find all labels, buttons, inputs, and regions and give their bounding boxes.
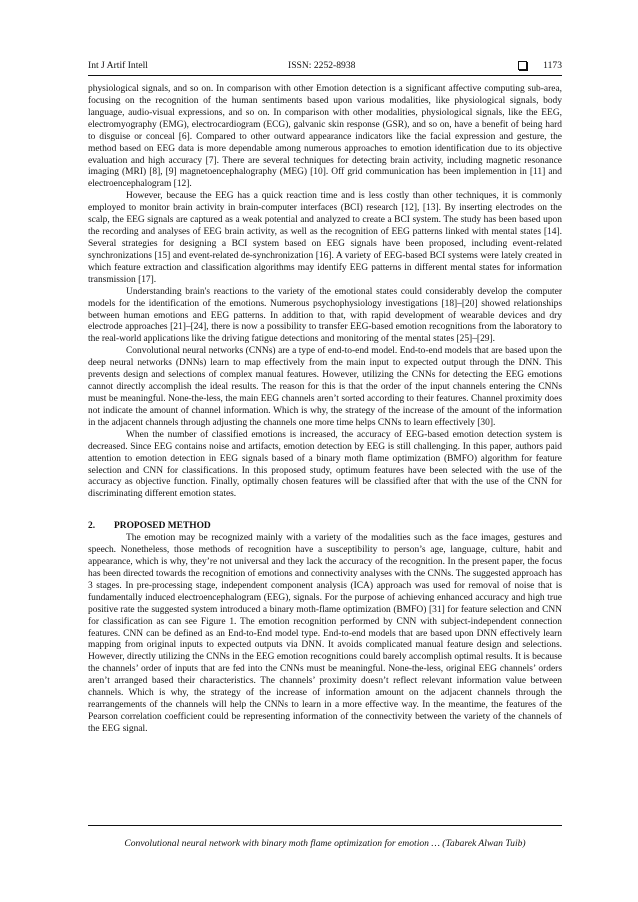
section-heading — [88, 521, 562, 533]
header-rule — [88, 75, 562, 76]
checkbox-square-icon — [518, 61, 527, 70]
paragraph-3: Understanding brain's reactions to the variety of the emotional states could considerably develop the computer models for the identification of the emotions. Numerous psychophysiology investigations [18]–[20] showed relationships between human emotions and EEG patterns. In addition to that, with rapid development of wearable devices and dry electrode approaches [21]–[24], there is now a possibility to transfer EEG-based emotion recognitions from the laboratory to the real-world applications like the driving fatigue detections and monitoring of the mental states [25]–[29]. — [88, 286, 562, 345]
article-body — [88, 84, 562, 736]
footer-rule — [88, 825, 562, 826]
running-header — [88, 60, 562, 74]
section-number: 2. — [88, 521, 96, 532]
paragraph-4: Convolutional neural networks (CNNs) are a type of end-to-end model. End-to-end models that are based upon the deep neural networks (DNNs) learn to map effectively from the main input to expected output through the DNN. This prevents design and selections of complex manual features. However, utilizing the CNNs for detecting the EEG emotions cannot directly accomplish the ideal results. The reason for this is that the order of the input channels entering the CNNs must be meaningful. None-the-less, the main EEG channels aren’t sorted according to their features. Channel proximity does not indicate the amount of channel information. Which is why, the strategy of the increase of the amount of the information in the adjacent channels through adjusting the channels one more time helps CNNs to learn effectively [30]. — [88, 346, 562, 428]
paragraph-1: physiological signals, and so on. In comparison with other Emotion detection is a significant affective computing sub-area, focusing on the recognition of the human sentiments based upon various modalities, like physiological signals, body language, audio-visual expressions, and so on. In comparison with other modalities, physiological signals, like the EEG, electromyography (EMG), electrocardiogram (ECG), galvanic skin response (GSR), and so on, have a benefit of being hard to disguise or conceal [6]. Compared to other outward appearance indicators like the facial expression and gesture, the method based on EEG data is more dependable among numerous approaches to emotion identification due to its objective evaluation and high accuracy [7]. There are several techniques for detecting brain activity, including magnetic resonance imaging (MRI) [8], [9] magnetoencephalography (MEG) [10]. Off grid communication has been implemention in [11] and electroencephalogram [12]. — [88, 84, 562, 190]
paragraph-5: When the number of classified emotions is increased, the accuracy of EEG-based emotion detection system is decreased. Since EEG contains noise and artifacts, emotion detection by EEG is still challenging. In this paper, authors paid attention to emotion detection in EEG signals based of a binary moth flame optimization (BMFO) algorithm for feature selection and CNN for classifications. In this proposed study, optimum features have been selected with the use of the accuracy as objective function. Finally, optimally chosen features will be classified after that with the use of the CNN for discriminating different emotion states. — [88, 429, 562, 500]
section-title: PROPOSED METHOD — [114, 521, 211, 532]
running-footer: Convolutional neural network with binary moth flame optimization for emotion … (Tabarek Alwan Tuib) — [124, 838, 526, 849]
issn-label: ISSN: 2252-8938 — [288, 60, 356, 71]
journal-name: Int J Artif Intell — [88, 60, 148, 71]
section-paragraph: The emotion may be recognized mainly with a variety of the modalities such as the face images, gestures and speech. Nonetheless, those methods of recognition have a susceptibility to person’s age, language, culture, habit and appearance, which is why, they’re not universal and they lack the accuracy of the recognition. In the present paper, the focus has been directed towards the recognition of emotions and connectivity analyses with the CNNs. The suggested approach has 3 stages. In pre-processing stage, independent component analysis (ICA) approach was used for removal of noise that is fundamentally induced electroencephalogram (EEG), signals. For the purpose of achieving enhanced accuracy and high true positive rate the suggested system introduced a binary moth-flame optimization (BMFO) [31] for feature selection and CNN for classification as can see Figure 1. The emotion recognition performed by CNN with subject-independent connection features. CNN can be defined as an End-to-End model type. End-to-end models that are based upon DNN effectively learn mapping from original inputs to expected outputs via DNN. It avoids complicated manual feature design and selections. However, directly utilizing the CNNs in the EEG emotion recognitions could barely accomplish optimal results. It is because the channels’ order of inputs that are fed into the CNNs must be meaningful. None-the-less, original EEG channels’ orders aren’t arranged based their characteristics. The channels’ proximity doesn’t reflect relevant information value between channels. Which is why, the strategy of the increase of information amount on the adjacent channels through the rearrangements of the channels will help the CNNs to learn in a more effective way. In the meantime, the features of the Pearson correlation coefficient could be representing information of the connectivity between the variety of the channels of the EEG signal. — [88, 533, 562, 734]
page-number: 1173 — [543, 60, 562, 71]
paragraph-2: However, because the EEG has a quick reaction time and is less costly than other techniques, it is commonly employed to monitor brain activity in brain-computer interfaces (BCI) research [12], [13]. By inserting electrodes on the scalp, the EEG signals are captured as a weak potential and analyzed to create a BCI system. The study has been based upon the recording and analyses of EEG brain activity, as well as the recognition of EEG patterns linked with mental states [14]. Several strategies for designing a BCI system based on EEG signals have been proposed, including event-related synchronizations [15] and event-related de-synchronization [16]. A variety of EEG-based BCI systems were lately created in which feature extraction and classification algorithms may identify EEG patterns in different mental states for information transmission [17]. — [88, 191, 562, 285]
